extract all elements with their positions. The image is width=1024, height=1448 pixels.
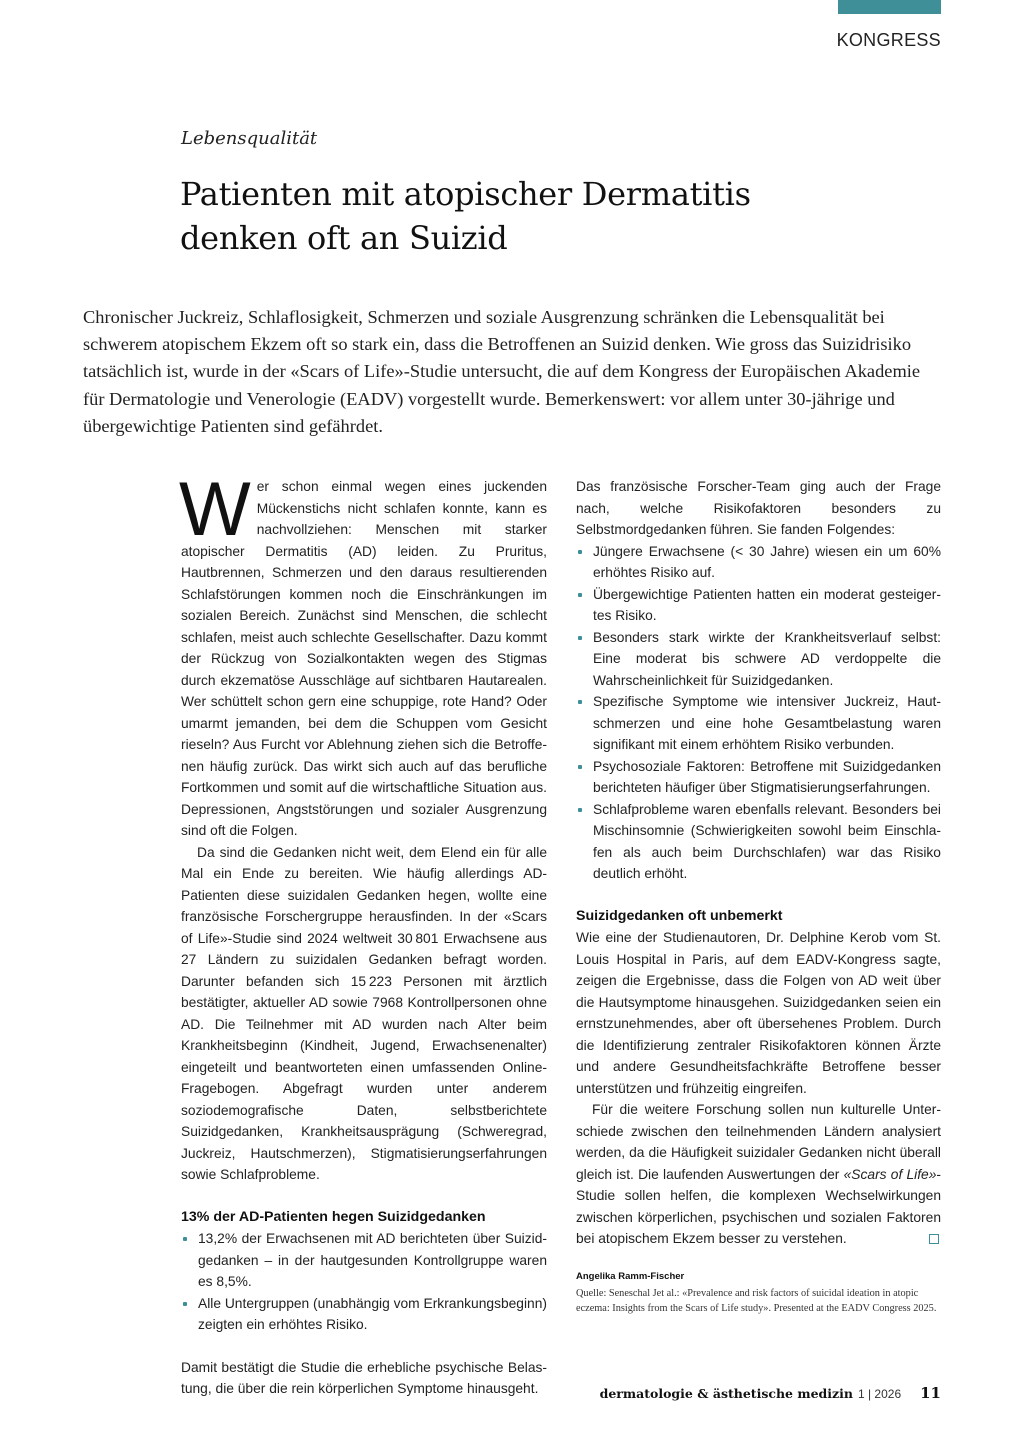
section-color-bar xyxy=(838,0,941,14)
source-citation: Quelle: Seneschal Jet al.: «Prevalence and risk factors of suicidal ideation in atopic eczema: Insights from the Scars of Life study». Presented at the EADV Congress 2025. xyxy=(576,1288,937,1314)
paragraph-text: -Studie sollen helfen, die komplexen Wechselwirkungen zwischen körperlichen, psychischen und sozialen Faktoren bei atopischem Ekzem besser zu verstehen. xyxy=(576,1166,942,1246)
page-number: 11 xyxy=(920,1384,941,1402)
title-line-1: Patienten mit atopischer Dermatitis xyxy=(180,175,751,213)
title-line-2: denken oft an Suizid xyxy=(180,219,508,257)
page-footer xyxy=(600,1384,941,1402)
author-name: Angelika Ramm-Fischer xyxy=(576,1270,685,1282)
end-of-article-square-icon xyxy=(929,1234,939,1244)
bullet-list xyxy=(181,1228,547,1336)
study-name: «Scars of Life» xyxy=(843,1166,937,1182)
list-item: 13,2% der Erwachsenen mit AD berichteten über Suizidgedanken – in der hautgesunden Kontrollgruppe waren es 8,5%. xyxy=(181,1228,547,1293)
body-paragraph: Damit bestätigt die Studie die erhebliche psychische Belastung, die über die rein körperlichen Symptome hinausgeht. xyxy=(181,1359,547,1396)
drop-cap: W xyxy=(179,467,251,552)
bullet-list xyxy=(576,541,941,885)
paragraph-text: Für die weitere Forschung sollen nun kulturelle Unterschiede zwischen den teilnehmenden Ländern analysiert werden, da die Häufigkeit suizidaler Gedanken nicht überall gleich ist. Die laufenden Auswertungen der xyxy=(576,1102,941,1182)
list-item: Alle Untergruppen (unabhängig vom Erkrankungsbeginn) zeigten ein erhöhtes Risiko. xyxy=(181,1293,547,1336)
list-item: Besonders stark wirkte der Krankheitsverlauf selbst: Eine moderat bis schwere AD verdoppelte die Wahrscheinlichkeit für Suizidgedanken. xyxy=(576,627,941,692)
body-paragraph xyxy=(179,467,547,842)
journal-name: dermatologie & ästhetische medizin xyxy=(599,1386,853,1401)
list-item: Jüngere Erwachsene (< 30 Jahre) wiesen ein um 60% erhöhtes Risiko auf. xyxy=(576,541,941,584)
left-column xyxy=(179,467,547,1400)
article-kicker: Lebensqualität xyxy=(181,128,318,149)
body-paragraph: Da sind die Gedanken nicht weit, dem Elend ein für alle Mal ein Ende zu bereiten. Wie häufig allerdings AD-Patienten diese suizidalen Gedanken hegen, wollte eine französische Forschergruppe herausfinden. In der «Scars of Life»-Studie sind 2024 weltweit 30 801 Erwachsene aus 27 Ländern zu suizidalen Gedanken befragt worden. Darunter befanden sich 15 223 Personen mit ärztlich bestätigter, aktueller AD sowie 7968 Kontrollpersonen ohne AD. Die Teilnehmer mit AD wurden nach Alter beim Krankheitsbeginn (Kindheit, Jugend, Erwachsenenalter) eingeteilt und beantworteten einen umfassenden Online-Fragebogen. Abgefragt wurden unter anderem soziodemografische Daten, selbstberichtete Suizidgedanken, Krankheitsausprägung (Schweregrad, Juckreiz, Hautschmerzen), Stigmatisierungserfahrungen sowie Schlafprobleme. xyxy=(181,844,547,1182)
list-item: Spezifische Symptome wie intensiver Juckreiz, Hautschmerzen und eine hohe Gesamtbelastung waren signifikant mit einem erhöhtem Risiko verbunden. xyxy=(576,691,941,756)
body-paragraph: Wie eine der Studienautoren, Dr. Delphine Kerob vom St. Louis Hospital in Paris, auf dem EADV-Kongress sagte, zeigen die Ergebnisse, dass die Folgen von AD weit über die Hautsymptome hinausgehen. Suizidgedanken seien ein ernstzunehmendes, aber oft übersehenes Problem. Durch die Identifizierung zentraler Risikofaktoren können Ärzte und andere Gesundheitsfachkräfte Betroffene besser unterstützen und frühzeitig eingreifen. xyxy=(576,930,941,1096)
section-label: KONGRESS xyxy=(836,30,941,50)
issue-number: 1 | 2026 xyxy=(857,1387,902,1401)
subheading: Suizidgedanken oft unbemerkt xyxy=(576,907,783,924)
body-paragraph: Das französische Forscher-Team ging auch der Frage nach, welche Risikofaktoren besonders zu Selbstmordgedanken führen. Sie fanden Folgendes: xyxy=(576,479,941,537)
body-paragraph xyxy=(576,1099,941,1250)
article-lead: Chronischer Juckreiz, Schlaflosigkeit, Schmerzen und soziale Ausgrenzung schränken die Lebensqualität bei schwerem atopischem Ekzem oft so stark ein, dass die Betroffenen an Suizid denken. Wie gross das Suizidrisiko tatsächlich ist, wurde in der «Scars of Life»-Studie untersucht, die auf dem Kongress der Europäischen Akademie für Dermatologie und Venerologie (EADV) vorgestellt wurde. Bemerkenswert: vor allem unter 30-jährige und übergewichtige Patienten sind gefährdet. xyxy=(83,307,921,436)
subheading: 13% der AD-Patienten hegen Suizidgedanken xyxy=(181,1208,486,1225)
paragraph-text: er schon einmal wegen eines juckenden Mückenstichs nicht schlafen konnte, kann es nachvollziehen: Menschen mit starker atopischer Dermatitis (AD) leiden. Zu Pruritus, Hautbrennen, Schmerzen und den daraus resultierenden Schlafstörungen kommen noch die Einschränkungen im sozialen Bereich. Zunächst sind Menschen, die schlecht schlafen, meist auch schlechte Gesellschafter. Dazu kommt der Rückzug von Sozialkontakten wegen des Stigmas durch ekzematöse Ausschläge auf sichtbaren Hautarealen. Wer schüttelt schon gern eine schuppige, rote Hand? Oder umarmt jemanden, bei dem die Schuppen vom Gesicht rieseln? Aus Furcht vor Ablehnung ziehen sich die Betroffenen häufig zurück. Das wirkt sich auch auf das berufliche Fortkommen und somit auf die wirtschaftliche Situation aus. Depressionen, Angststörungen und sozialer Ausgrenzung sind oft die Folgen. xyxy=(181,479,547,838)
article-title xyxy=(180,172,820,260)
list-item: Psychosoziale Faktoren: Betroffene mit Suizidgedanken berichteten häufiger über Stigmatisierungserfahrungen. xyxy=(576,756,941,799)
list-item: Schlafprobleme waren ebenfalls relevant. Besonders bei Mischinsomnie (Schwierigkeiten sowohl beim Einschlafen als auch beim Durchschlafen) war das Risiko deutlich erhöht. xyxy=(576,799,941,885)
list-item: Übergewichtige Patienten hatten ein moderat gesteigertes Risiko. xyxy=(576,584,941,627)
right-column xyxy=(576,476,941,1316)
